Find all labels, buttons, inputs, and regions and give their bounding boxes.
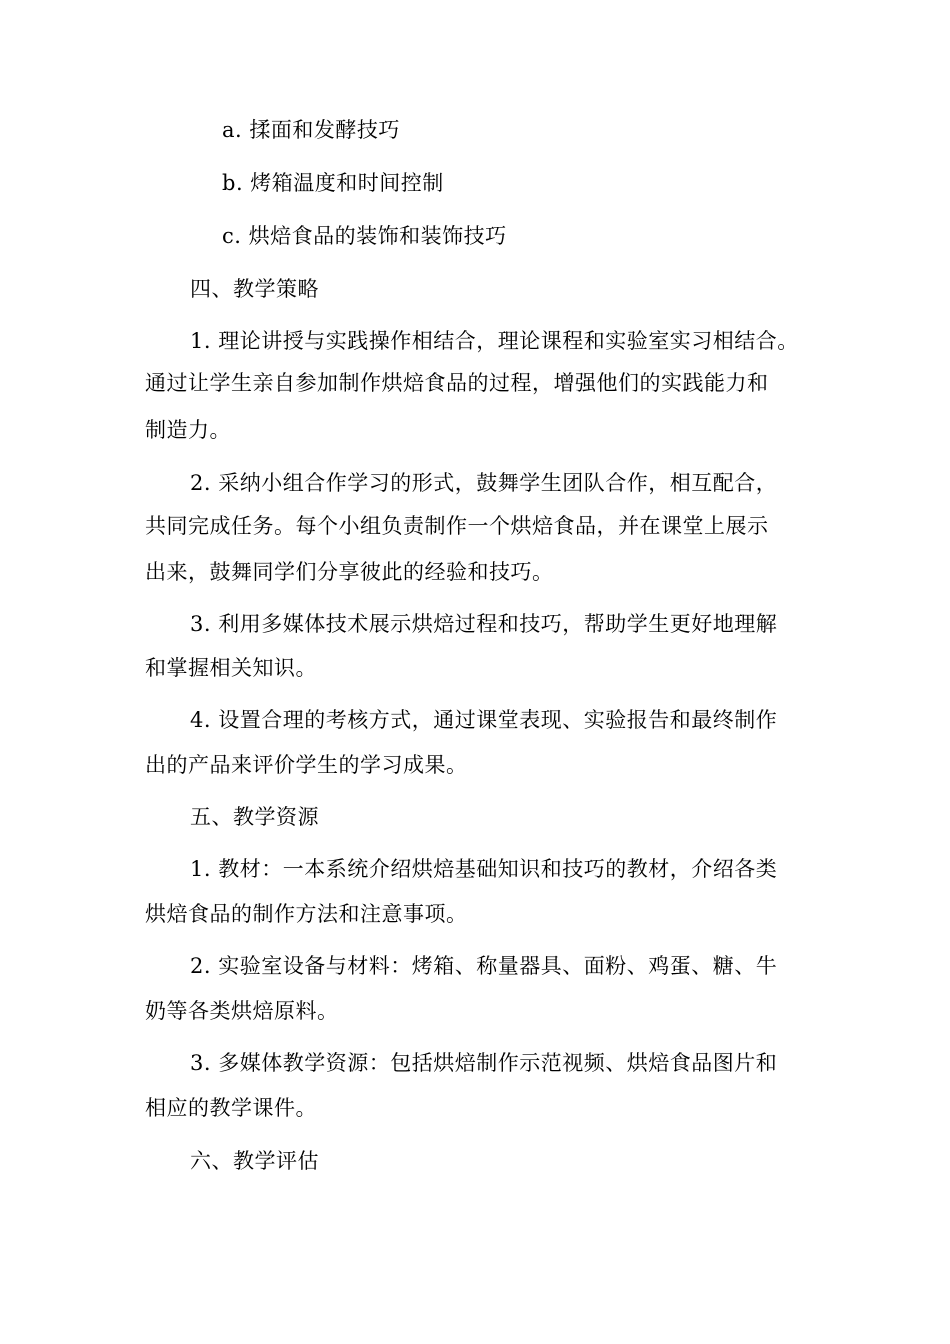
strategy-4-line-1: 4. 设置合理的考核方式，通过课堂表现、实验报告和最终制作	[190, 708, 778, 732]
resource-2-line-1: 2. 实验室设备与材料：烤箱、称量器具、面粉、鸡蛋、糖、牛	[190, 954, 778, 978]
subitem-c: c. 烘焙食品的装饰和装饰技巧	[222, 224, 507, 248]
strategy-3-line-1: 3. 利用多媒体技术展示烘焙过程和技巧，帮助学生更好地理解	[190, 612, 778, 636]
section-4-heading: 四、教学策略	[190, 277, 319, 301]
strategy-3-line-2: 和掌握相关知识。	[145, 656, 317, 680]
section-6-heading: 六、教学评估	[190, 1149, 319, 1173]
resource-3-line-1: 3. 多媒体教学资源：包括烘焙制作示范视频、烘焙食品图片和	[190, 1051, 778, 1075]
strategy-4-line-2: 出的产品来评价学生的学习成果。	[145, 753, 468, 777]
resource-3-line-2: 相应的教学课件。	[145, 1096, 317, 1120]
strategy-2-line-1: 2. 采纳小组合作学习的形式，鼓舞学生团队合作，相互配合，	[190, 471, 778, 495]
resource-1-line-2: 烘焙食品的制作方法和注意事项。	[145, 902, 468, 926]
subitem-b: b. 烤箱温度和时间控制	[222, 171, 444, 195]
strategy-1-line-1: 1. 理论讲授与实践操作相结合，理论课程和实验室实习相结合。	[190, 329, 799, 353]
strategy-2-line-2: 共同完成任务。每个小组负责制作一个烘焙食品，并在课堂上展示	[145, 514, 769, 538]
strategy-1-line-2: 通过让学生亲自参加制作烘焙食品的过程，增强他们的实践能力和	[145, 371, 769, 395]
resource-1-line-1: 1. 教材：一本系统介绍烘焙基础知识和技巧的教材，介绍各类	[190, 857, 778, 881]
strategy-2-line-3: 出来，鼓舞同学们分享彼此的经验和技巧。	[145, 560, 554, 584]
strategy-1-line-3: 制造力。	[145, 418, 231, 442]
resource-2-line-2: 奶等各类烘焙原料。	[145, 999, 339, 1023]
subitem-a: a. 揉面和发酵技巧	[222, 118, 400, 142]
section-5-heading: 五、教学资源	[190, 805, 319, 829]
